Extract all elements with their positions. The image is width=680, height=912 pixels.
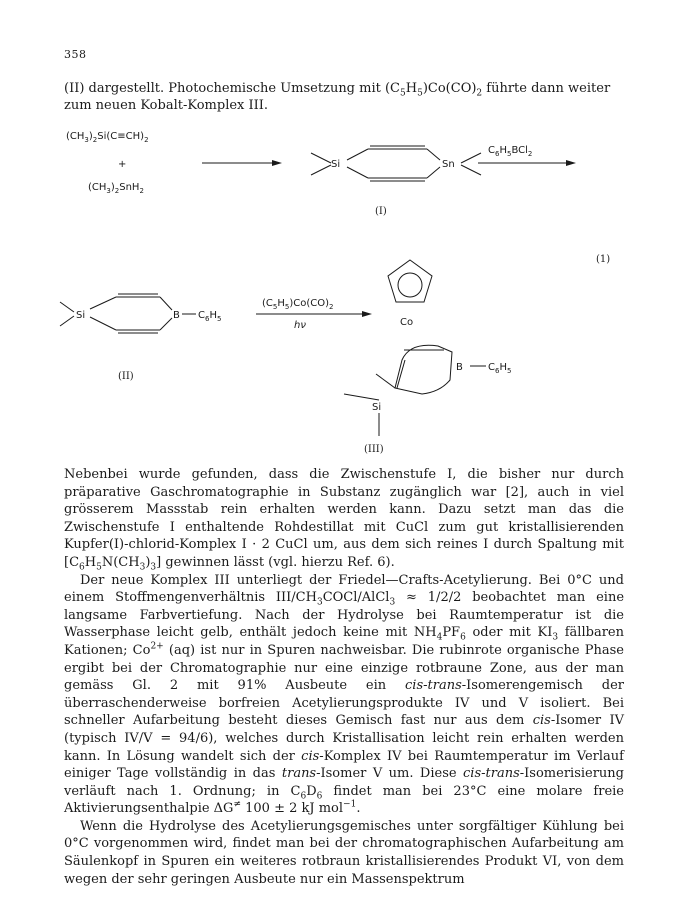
- phenyl-III: $C_6H_5$: [488, 362, 512, 375]
- label-compound-III: (III): [364, 444, 384, 455]
- text-run: 4: [436, 632, 443, 643]
- text-run: 3: [316, 597, 323, 608]
- reaction-arrow-1-head: [272, 160, 282, 166]
- text-run: ] gewinnen lässt (vgl. hierzu Ref. 6).: [156, 554, 395, 570]
- reactant-2: $(CH_3)_2SnH_2$: [88, 182, 144, 195]
- phenyl-II: $C_6H_5$: [198, 310, 222, 323]
- atom-b-III: B: [456, 362, 463, 373]
- reaction-arrow-3-head: [362, 311, 372, 317]
- paragraph-1: [64, 466, 624, 572]
- text-run: Wenn die Hydrolyse des Acetylierungsgemisches unter sorgfältiger Kühlung bei 0°C vorgenommen wird, findet man bei der chromatographischen Aufarbeitung am Säulenkopf in Spuren ein weiteres rotbraun kristallisierendes Produkt VI, von dem wegen der sehr geringen Ausbeute nur ein Massenspektrum: [64, 818, 624, 887]
- text-run: 6: [460, 632, 466, 643]
- text-run: oder mit KI: [465, 625, 553, 641]
- text-run: Nebenbei wurde gefunden, dass die Zwischenstufe I, die bisher nur durch präparative Gaschromatographie in Substanz zugänglich war [2], auch in viel grösserem Massstab rein erhalten werden kann. Dazu setzt man das die Zwischenstufe I enthaltende Rohdestillat mit CuCl zum gut kristallisierenden Kupfer(I)-chlorid-Komplex I · 2 CuCl um, aus dem sich reines I durch Spaltung mit [C: [64, 467, 624, 570]
- text-run: -Isomerisierung verläuft nach 1. Ordnung; in C: [64, 766, 625, 799]
- text-run: findet man bei 23°C eine molare freie Aktivierungsenthalpie ΔG: [64, 783, 624, 817]
- atom-si-III: Si: [372, 402, 382, 413]
- text-run: fällbaren Kationen; Co: [64, 625, 624, 658]
- paragraph-2: [64, 572, 624, 818]
- text-run: PF: [442, 625, 461, 641]
- text-run: 5: [96, 562, 102, 573]
- text-run: 3: [389, 597, 396, 608]
- text-run: cis: [532, 713, 551, 729]
- page-number: 358: [64, 48, 87, 61]
- text-run: cis: [301, 748, 320, 764]
- atom-si-II: Si: [76, 310, 86, 321]
- atom-si-I: Si: [331, 159, 341, 170]
- label-compound-II: (II): [118, 371, 134, 382]
- atom-sn-I: Sn: [442, 159, 455, 170]
- atom-b-II: B: [173, 310, 180, 321]
- text-run: (aq) ist nur in Spuren nachweisbar. Die rubinrote organische Phase ergibt bei der Chromatographie nur eine einzige rotbraune Zone, aus der man gemäss Gl. 2 mit 91% Ausbeute ein: [64, 642, 624, 694]
- reagent-cp-co: $(C_5H_5)Co(CO)_2$: [262, 298, 334, 311]
- text-run: -Isomer IV (typisch IV/V = 94/6), welches durch Kristallisation leicht rein erhalten werden kann. In Lösung wandelt sich der: [64, 713, 624, 764]
- label-compound-I: (I): [375, 206, 387, 217]
- text-run: H: [84, 554, 97, 570]
- text-run: N(CH: [101, 554, 140, 570]
- text-run: 6: [79, 562, 85, 573]
- text-run: COCl/AlCl: [322, 590, 390, 606]
- paragraph-3: [64, 818, 624, 888]
- text-run: -Komplex IV bei Raumtemperatur im Verlauf einiger Tage vollständig in das: [64, 748, 624, 782]
- text-run: trans: [281, 766, 317, 782]
- text-run: D: [306, 783, 317, 799]
- text-run: .: [356, 801, 361, 817]
- text-run: 3: [552, 632, 559, 643]
- atom-co-III: Co: [400, 317, 414, 328]
- intro-text: (II) dargestellt. Photochemische Umsetzung mit $(C_5H_5)Co(CO)_2$ führte dann weiter zum neuen Kobalt-Komplex III.: [64, 81, 611, 113]
- text-run: -Isomer V um. Diese: [316, 766, 464, 782]
- reaction-arrow-2-head: [566, 160, 576, 166]
- compound-III-structure: [344, 260, 486, 436]
- text-run: 100 ± 2 kJ mol: [241, 801, 344, 817]
- text-run: 6: [300, 791, 307, 802]
- text-run: cis-trans: [405, 678, 462, 694]
- text-run: 3: [150, 562, 157, 573]
- text-run: cis-trans: [463, 766, 520, 782]
- reactant-1: $(CH_3)_2Si(C\equiv CH)_2$: [66, 131, 149, 144]
- text-run: Der neue Komplex III unterliegt der Friedel—Crafts-Acetylierung. Bei 0°C und einem Stoffmengenverhältnis III/CH: [64, 572, 624, 606]
- compound-I-structure: [311, 146, 481, 181]
- reagent-hv: hν: [294, 320, 306, 331]
- text-run: ≠: [233, 799, 241, 810]
- text-run: -Isomerengemisch der überraschenderweise borfreien Acetylierungsprodukte IV und V isoliert. Bei schneller Aufarbeitung besteht dieses Gemisch fast nur aus dem: [64, 678, 624, 729]
- text-run: 3: [139, 562, 146, 573]
- text-run: −1: [343, 799, 357, 810]
- text-run: ≈ 1/2/2 beobachtet man eine langsame Farbvertiefung. Nach der Hydrolyse bei Raumtemperatur ist die Wasserphase leicht gelb, enthält jedoch keine mit NH: [64, 590, 625, 641]
- equation-number: (1): [596, 254, 611, 265]
- text-run: 2+: [150, 641, 164, 652]
- text-run: 6: [316, 791, 323, 802]
- body-text: [64, 466, 624, 888]
- plus-sign: +: [118, 159, 127, 170]
- text-run: ): [145, 554, 151, 570]
- compound-II-structure: [60, 294, 196, 333]
- reagent-top: $C_6H_5BCl_2$: [488, 145, 533, 158]
